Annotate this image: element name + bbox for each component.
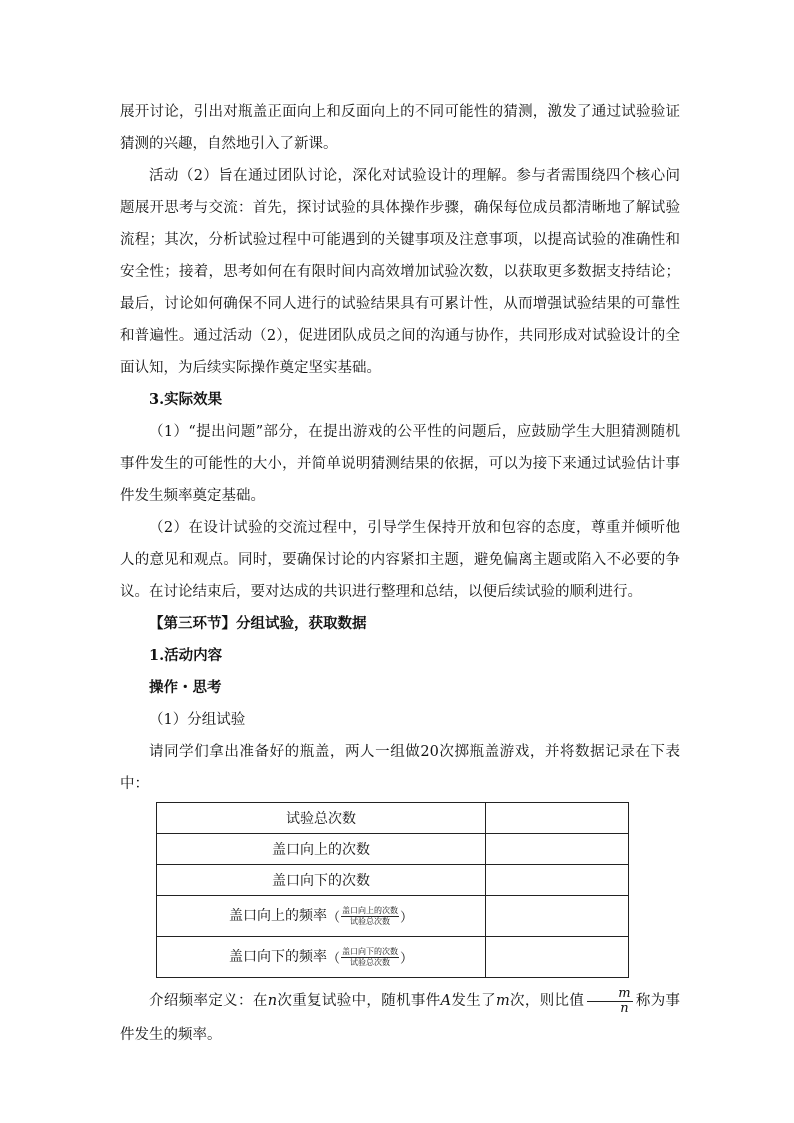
experiment-data-table	[156, 802, 629, 978]
paragraph-effect-1: （1）“提出问题”部分，在提出游戏的公平性的问题后，应鼓励学生大胆猜测随机事件发生的可能性的大小，并简单说明猜测结果的依据，可以为接下来通过试验估计事件发生频率奠定基础。	[120, 424, 680, 504]
definition-text: 称为事件发生的频率。	[120, 993, 681, 1043]
value-cell-total-trials[interactable]	[486, 803, 629, 834]
fraction-numerator: 盖口向下的次数	[342, 946, 398, 956]
up-frequency-text: 盖口向上的频率	[228, 908, 327, 925]
value-cell-up-count[interactable]	[486, 834, 629, 865]
value-cell-down-count[interactable]	[486, 865, 629, 896]
page-content	[120, 96, 680, 1052]
table-row	[157, 937, 629, 978]
heading-operate-think: 操作・思考	[149, 679, 222, 696]
ratio-fraction	[587, 987, 632, 1016]
paragraph-frequency-definition	[120, 984, 680, 1052]
variable-n: n	[267, 993, 278, 1009]
heading-section-three: 【第三环节】分组试验，获取数据	[149, 615, 367, 632]
fraction-denominator: 试验总次数	[350, 957, 390, 967]
row-label-down-count: 盖口向下的次数	[157, 865, 486, 896]
ratio-denominator: n	[620, 1000, 629, 1016]
row-label-total-trials: 试验总次数	[157, 803, 486, 834]
row-label-down-frequency: 盖口向下的频率（ $\frac{\text{盖口向下的次数}}{\text{试验总次数}}$ ）	[157, 937, 486, 978]
value-cell-down-frequency[interactable]	[486, 937, 629, 978]
definition-text: 次，则比值	[509, 993, 585, 1009]
heading-actual-effect: 3.实际效果	[149, 391, 223, 408]
down-frequency-fraction	[341, 947, 399, 968]
fraction-denominator: 试验总次数	[350, 916, 390, 926]
row-label-up-frequency: 盖口向上的频率（ $\frac{\text{盖口向上的次数}}{\text{试验总次数}}$ ）	[157, 896, 486, 937]
value-cell-up-frequency[interactable]	[486, 896, 629, 937]
table-row	[157, 865, 629, 896]
table-row	[157, 834, 629, 865]
table-row	[157, 896, 629, 937]
subheading-group-experiment: （1）分组试验	[149, 712, 246, 728]
definition-text: 发生了	[451, 993, 496, 1009]
paragraph-activity-2: 活动（2）旨在通过团队讨论，深化对试验设计的理解。参与者需围绕四个核心问题展开思考与交流：首先，探讨试验的具体操作步骤，确保每位成员都清晰地了解试验流程；其次，分析试验过程中可能遇到的关键事项及注意事项，以提高试验的准确性和安全性；接着，思考如何在有限时间内高效增加试验次数，以获取更多数据支持结论；最后，讨论如何确保不同人进行的试验结果具有可累计性，从而增强试验结果的可靠性和普遍性。通过活动（2），促进团队成员之间的沟通与协作，共同形成对试验设计的全面认知，为后续实际操作奠定坚实基础。	[120, 168, 680, 376]
heading-activity-content: 1.活动内容	[149, 647, 223, 664]
definition-text: 介绍频率定义：在	[149, 993, 268, 1009]
table-row	[157, 803, 629, 834]
definition-text: 次重复试验中，随机事件	[277, 993, 441, 1009]
variable-m: m	[495, 993, 510, 1009]
variable-a: A	[440, 993, 452, 1009]
paragraph-effect-2: （2）在设计试验的交流过程中，引导学生保持开放和包容的态度，尊重并倾听他人的意见和观点。同时，要确保讨论的内容紧扣主题，避免偏离主题或陷入不必要的争议。在讨论结束后，要对达成的共识进行整理和总结，以便后续试验的顺利进行。	[120, 520, 680, 600]
paragraph-intro-continued: 展开讨论，引出对瓶盖正面向上和反面向上的不同可能性的猜测，激发了通过试验验证猜测的兴趣，自然地引入了新课。	[120, 104, 680, 152]
down-frequency-text: 盖口向下的频率	[228, 949, 327, 966]
paragraph-instruction: 请同学们拿出准备好的瓶盖，两人一组做20次掷瓶盖游戏，并将数据记录在下表中：	[120, 744, 680, 792]
fraction-numerator: 盖口向上的次数	[342, 905, 398, 915]
ratio-numerator: m	[587, 987, 632, 1002]
up-frequency-fraction	[341, 906, 399, 927]
row-label-up-count: 盖口向上的次数	[157, 834, 486, 865]
